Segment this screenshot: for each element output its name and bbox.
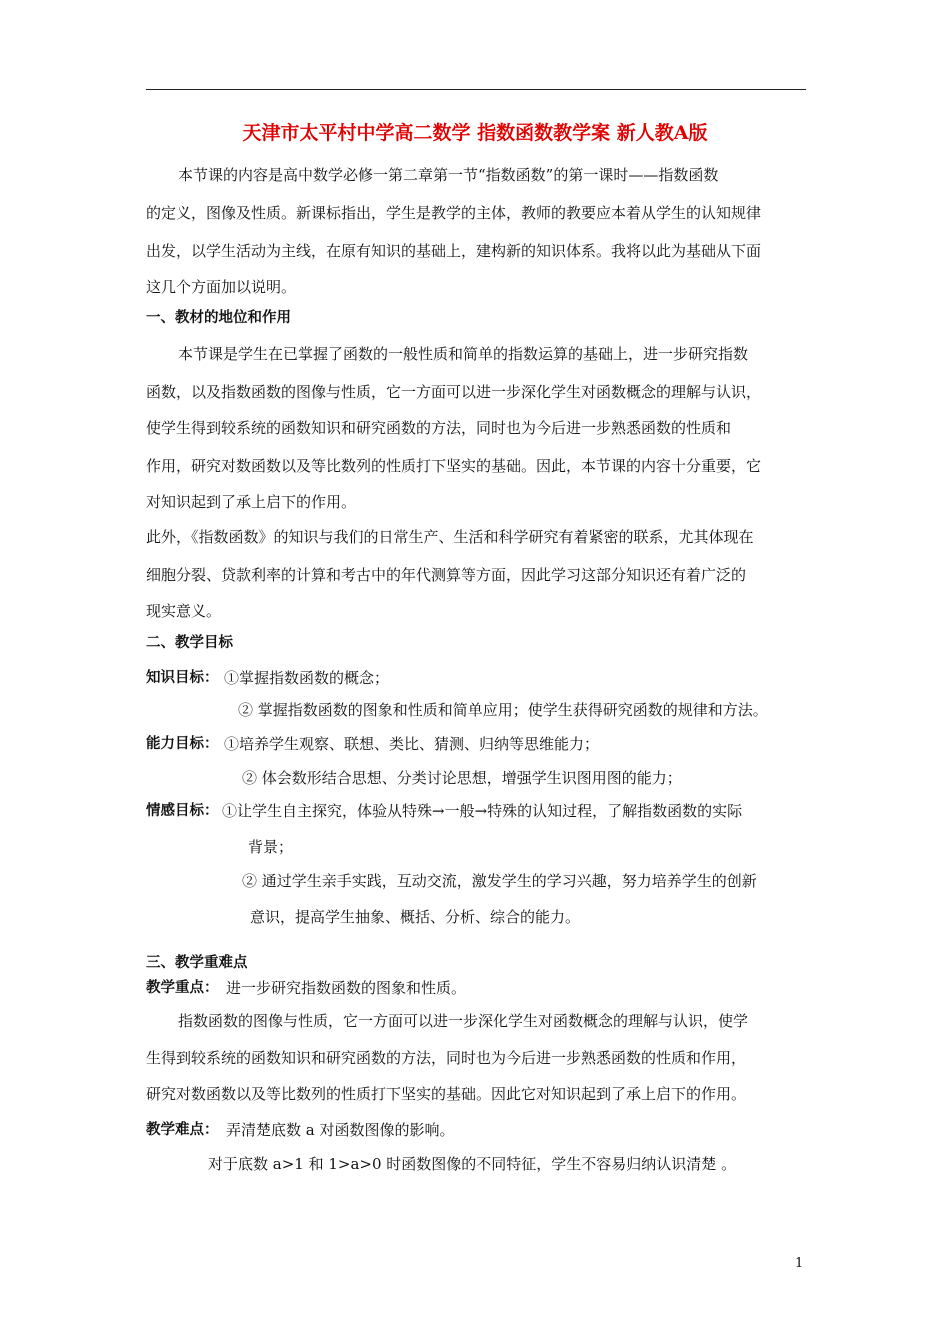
ability-label: 能力目标： [146,736,219,752]
emotion-label: 情感目标： [146,803,219,819]
paragraph-line: 对于底数 a>1 和 1>a>0 时函数图像的不同特征，学生不容易归纳认识清楚 。 [208,1155,737,1173]
paragraph-line: 现实意义。 [146,602,222,620]
intro-line: 这几个方面加以说明。 [146,278,297,296]
goal-item: ② 通过学生亲手实践，互动交流，激发学生的学习兴趣，努力培养学生的创新 [242,872,757,890]
section-heading: 二、教学目标 [146,635,233,651]
paragraph-line: 此外，《指数函数》的知识与我们的日常生产、生活和科学研究有着紧密的联系，尤其体现在 [146,528,754,546]
paragraph-line: 生得到较系统的函数知识和研究函数的方法，同时也为今后进一步熟悉函数的性质和作用， [146,1049,747,1067]
goal-item: ② 掌握指数函数的图象和性质和简单应用；使学生获得研究函数的规律和方法。 [238,701,768,719]
knowledge-label: 知识目标： [146,670,219,686]
section-heading: 一、教材的地位和作用 [146,310,291,326]
intro-line: 的定义，图像及性质。新课标指出，学生是教学的主体，教师的教要应本着从学生的认知规律 [146,204,762,222]
paragraph-line: 作用，研究对数函数以及等比数列的性质打下坚实的基础。因此，本节课的内容十分重要，它 [146,457,762,475]
paragraph-line: 对知识起到了承上启下的作用。 [146,493,357,511]
key-point-label: 教学重点： [146,980,219,996]
header-rule [146,89,806,90]
paragraph-line: 使学生得到较系统的函数知识和研究函数的方法，同时也为今后进一步熟悉函数的性质和 [146,419,732,437]
intro-line: 出发，以学生活动为主线，在原有知识的基础上，建构新的知识体系。我将以此为基础从下面 [146,242,762,260]
difficulty-text: 弄清楚底数 a 对函数图像的影响。 [226,1121,455,1139]
goal-item: ①让学生自主探究，体验从特殊→一般→特殊的认知过程，了解指数函数的实际 [222,802,743,820]
key-point-text: 进一步研究指数函数的图象和性质。 [226,979,467,997]
goal-item: ①培养学生观察、联想、类比、猜测、归纳等思维能力； [224,735,600,753]
goal-item: ② 体会数形结合思想、分类讨论思想，增强学生识图用图的能力； [242,769,682,787]
paragraph-line: 函数，以及指数函数的图像与性质，它一方面可以进一步深化学生对函数概念的理解与认识， [146,383,762,401]
intro-line: 本节课的内容是高中数学必修一第二章第一节“指数函数”的第一课时——指数函数 [178,166,719,184]
section-heading: 三、教学重难点 [146,955,248,971]
goal-item: ①掌握指数函数的概念； [224,669,390,687]
paragraph-line: 本节课是学生在已掌握了函数的一般性质和简单的指数运算的基础上，进一步研究指数 [178,345,749,363]
goal-item: 意识，提高学生抽象、概括、分析、综合的能力。 [250,908,581,926]
paragraph-line: 研究对数函数以及等比数列的性质打下坚实的基础。因此它对知识起到了承上启下的作用。 [146,1085,747,1103]
goal-item: 背景； [248,838,294,856]
document-title: 天津市太平村中学高二数学 指数函数教学案 新人教A版 [242,122,708,144]
page-number: 1 [795,1256,804,1271]
paragraph-line: 指数函数的图像与性质，它一方面可以进一步深化学生对函数概念的理解与认识，使学 [178,1012,749,1030]
paragraph-line: 细胞分裂、贷款利率的计算和考古中的年代测算等方面，因此学习这部分知识还有着广泛的 [146,566,747,584]
difficulty-label: 教学难点： [146,1122,219,1138]
